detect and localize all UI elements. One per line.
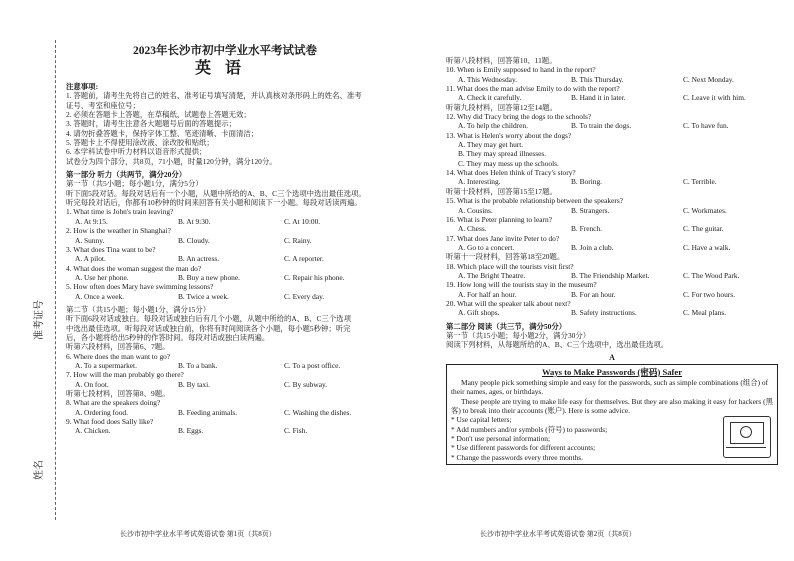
option-a: A. On foot.	[75, 379, 109, 389]
option-b: B. To a bank.	[178, 360, 218, 370]
question-15	[446, 196, 778, 215]
material-heading: 听第八段材料，回答第10、11题。	[446, 56, 557, 65]
notice-item: 2. 必须在答题卡上答题，在草稿纸、试题卷上答题无效；	[66, 110, 251, 120]
option-a: A. Chicken.	[75, 426, 111, 436]
instruction-line: 听下面5段对话。每段对话后有一个小题，从题中所给的A、B、C三个选项中选出最佳选项。	[66, 188, 366, 198]
notice-item: 证号、考室和座位号；	[66, 100, 140, 110]
passage-paragraph: These people are trying to make life easy for themselves. But they are also making it easy for hackers (黑客) to break into their accounts (账户). Here is some advice.	[451, 396, 773, 416]
question-text: 10. When is Emily supposed to hand in the report?	[446, 65, 596, 75]
advice-item: * Use different passwords for different accounts;	[451, 443, 596, 453]
question-8	[66, 398, 384, 417]
question-16	[446, 215, 778, 234]
computer-user-illustration	[723, 416, 771, 458]
option-c: C. The Wood Park.	[683, 270, 740, 280]
option-c: C. Have a walk.	[683, 242, 731, 252]
notice-item: 6. 本学科试卷中听力材料以语音形式提供；	[66, 147, 207, 157]
question-text: 5. How often does Mary have swimming lessons?	[66, 282, 214, 292]
option-a: A. At 9:15.	[75, 216, 108, 226]
name-label: 姓名	[34, 460, 45, 480]
question-11	[446, 84, 778, 103]
instruction-line: 阅读下列材料，从每题所给的A、B、C三个选项中，选出最佳选项。	[446, 340, 669, 350]
option-b: B. French.	[571, 224, 602, 234]
question-text: 18. Which place will the tourists visit first?	[446, 261, 574, 271]
option-c: C. At 10:00.	[284, 216, 321, 226]
section-heading: 第一节（共15小题；每小题2分，满分30分）	[446, 330, 591, 340]
advice-item: * Don't use personal information;	[451, 434, 551, 444]
option-c: C. By subway.	[284, 379, 328, 389]
option-a: A. Ordering food.	[75, 407, 128, 417]
question-text: 15. What is the probable relationship between the speakers?	[446, 196, 623, 206]
advice-item: * Change the passwords every three months.	[451, 452, 583, 462]
notice-item: 5. 答题卡上不得使用涂改液、涂改胶和贴纸；	[66, 138, 214, 148]
instruction-line: 中选出最佳选项。听每段对话或独白前，你将有时间阅读各个小题，每小题5秒钟；听完	[66, 323, 351, 333]
question-7	[66, 370, 384, 389]
option-b: B. By taxi.	[178, 379, 211, 389]
passage-letter: A	[609, 352, 615, 362]
question-text: 13. What is Helen's worry about the dogs?	[446, 130, 572, 140]
option-c: C. Fish.	[284, 426, 308, 436]
option-c: C. A reporter.	[284, 254, 324, 264]
option-a: A. Go to a concert.	[458, 242, 515, 252]
advice-item: * Add numbers and/or symbols (符号) to passwords;	[451, 424, 608, 434]
option-c: C. Every day.	[284, 291, 325, 301]
notice-heading: 注意事项:	[66, 82, 99, 91]
option-a: A. Interesting.	[458, 177, 501, 187]
question-text: 19. How long will the tourists stay in the museum?	[446, 280, 597, 290]
question-text: 14. What does Helen think of Tracy's story?	[446, 168, 576, 178]
question-14	[446, 168, 778, 187]
option-c: C. Workmates.	[683, 205, 727, 215]
option-a: A. Use her phone.	[75, 272, 129, 282]
option-c: C. Washing the dishes.	[284, 407, 352, 417]
option-a: A. Once a week.	[75, 291, 125, 301]
option-a: A. For half an hour.	[458, 289, 517, 299]
question-text: 16. What is Peter planning to learn?	[446, 214, 552, 224]
question-20	[446, 299, 778, 318]
material-heading: 听第十一段材料，回答第18至20题。	[446, 252, 565, 262]
option-b: B. Feeding animals.	[178, 407, 238, 417]
passage-box	[446, 364, 778, 465]
question-text: 4. What does the woman suggest the man do?	[66, 263, 202, 273]
question-text: 3. What does Tina want to be?	[66, 244, 156, 254]
instruction-line: 后，各小题将给出5秒钟的作答时间。每段对话或独白读两遍。	[66, 332, 270, 342]
question-17	[446, 234, 778, 253]
question-text: 8. What are the speakers doing?	[66, 398, 161, 408]
question-10	[446, 65, 778, 84]
option-b: B. Boring.	[571, 177, 603, 187]
option-a: A. The Bright Theatre.	[458, 270, 526, 280]
material-heading: 听第九段材料，回答第12至14题。	[446, 102, 557, 112]
option-b: B. Twice a week.	[178, 291, 229, 301]
option-c: C. Meal plans.	[683, 308, 727, 318]
question-text: 7. How will the man probably go there?	[66, 370, 184, 380]
option-b: B. Eggs.	[178, 426, 204, 436]
option-b: B. Buy a new phone.	[178, 272, 240, 282]
option-b: B. For an hour.	[571, 289, 616, 299]
page-footer: 长沙市初中学业水平考试英语试卷 第1页（共8页）	[120, 530, 276, 538]
question-text: 12. Why did Tracy bring the dogs to the schools?	[446, 112, 592, 122]
question-3	[66, 245, 384, 264]
option-b: B. To train the dogs.	[571, 121, 632, 131]
passage-title: Ways to Make Passwords (密码) Safer	[541, 367, 683, 377]
option-c: C. Next Monday.	[683, 74, 734, 84]
part2-heading: 第二部分 阅读（共三节，满分50分）	[446, 321, 567, 331]
material-heading: 听第六段材料，回答第6、7题。	[66, 342, 170, 352]
question-2	[66, 226, 384, 245]
option-b: B. They may spread illnesses.	[458, 149, 547, 159]
option-b: B. At 9:30.	[178, 216, 211, 226]
question-13	[446, 131, 778, 168]
option-b: B. This Thursday.	[571, 74, 624, 84]
option-c: C. They may mess up the schools.	[458, 158, 559, 168]
advice-item: * Use capital letters;	[451, 415, 512, 425]
question-5	[66, 282, 384, 301]
option-b: B. Cloudy.	[178, 235, 210, 245]
option-b: B. Hand it in later.	[571, 93, 626, 103]
option-a: A. Chess.	[458, 224, 487, 234]
page-2	[397, 0, 794, 561]
option-a: A. To help the children.	[458, 121, 528, 131]
option-c: C. Repair his phone.	[284, 272, 345, 282]
notice-item: 3. 答题时，请考生注意各大题题号后面的答题提示；	[66, 119, 236, 129]
page-footer: 长沙市初中学业水平考试英语试卷 第2页（共8页）	[480, 530, 636, 538]
question-text: 6. Where does the man want to go?	[66, 351, 171, 361]
option-c: C. For two hours.	[683, 289, 735, 299]
exam-number-label: 准考证号	[34, 300, 45, 340]
option-a: A. This Wednesday.	[458, 74, 518, 84]
option-b: B. The Friendship Market.	[571, 270, 650, 280]
option-b: B. An actress.	[178, 254, 220, 264]
option-c: C. Leave it with him.	[683, 93, 746, 103]
option-b: B. Safety instructions.	[571, 308, 637, 318]
question-text: 20. What will the speaker talk about next?	[446, 298, 571, 308]
binding-strip	[0, 40, 58, 520]
question-text: 17. What does Jane invite Peter to do?	[446, 233, 560, 243]
question-9	[66, 417, 384, 436]
notice-item: 1. 答题前，请考生先将自己的姓名、准考证号填写清楚，并认真核对条形码上的姓名、准考	[66, 91, 362, 101]
material-heading: 听第十段材料，回答第15至17题。	[446, 186, 557, 196]
option-c: C. The guitar.	[683, 224, 724, 234]
question-12	[446, 112, 778, 131]
question-1	[66, 207, 384, 226]
section-heading: 第一节（共5小题；每小题1分，满分5分）	[66, 179, 203, 189]
question-4	[66, 264, 384, 283]
notice-list	[66, 91, 384, 166]
question-19	[446, 280, 778, 299]
notice-item: 试卷分为四个部分，共8页，71小题，时量120分钟，满分120分。	[66, 156, 277, 166]
exam-title: 2023年长沙市初中学业水平考试试卷	[133, 45, 317, 57]
instruction-line: 听完每段对话后，你都有10秒钟的时间来回答有关小题和阅读下一小题。每段对话读两遍。	[66, 198, 362, 208]
instruction-line: 听下面6段对话或独白。每段对话或独白后有几个小题，从题中所给的A、B、C三个选项	[66, 314, 351, 324]
option-a: A. A pilot.	[75, 254, 106, 264]
option-c: C. Rainy.	[284, 235, 312, 245]
option-a: A. They may get hurt.	[458, 140, 524, 150]
option-a: A. Gift shops.	[458, 308, 500, 318]
option-a: A. Check it carefully.	[458, 93, 522, 103]
option-a: A. Cousins.	[458, 205, 493, 215]
part1-heading: 第一部分 听力（共两节，满分20分）	[66, 170, 187, 180]
option-b: B. Join a club.	[571, 242, 614, 252]
left-column	[66, 44, 384, 436]
question-6	[66, 352, 384, 371]
binding-line	[55, 40, 56, 520]
question-text: 11. What does the man advise Emily to do with the report?	[446, 84, 620, 94]
material-heading: 听第七段材料，回答第8、9题。	[66, 389, 170, 398]
option-a: A. To a supermarket.	[75, 360, 137, 370]
option-b: B. Strangers.	[571, 205, 610, 215]
option-c: C. To have fun.	[683, 121, 729, 131]
question-text: 1. What time is John's train leaving?	[66, 207, 174, 217]
question-text: 2. How is the weather in Shanghai?	[66, 226, 171, 236]
option-a: A. Sunny.	[75, 235, 105, 245]
option-c: C. To a post office.	[284, 360, 341, 370]
notice-item: 4. 请勿折叠答题卡，保持字体工整、笔迹清晰、卡面清洁；	[66, 128, 259, 138]
question-18	[446, 262, 778, 281]
passage-paragraph: Many people pick something simple and easy for the passwords, such as simple combinations (组合) of their names, ages, or birthdays.	[451, 378, 769, 397]
right-column	[446, 56, 778, 465]
section-heading: 第二节（共15小题；每小题1分，满分15分）	[66, 304, 211, 314]
subject-title: 英语	[194, 60, 255, 77]
question-text: 9. What food does Sally like?	[66, 417, 154, 427]
option-c: C. Terrible.	[683, 177, 717, 187]
